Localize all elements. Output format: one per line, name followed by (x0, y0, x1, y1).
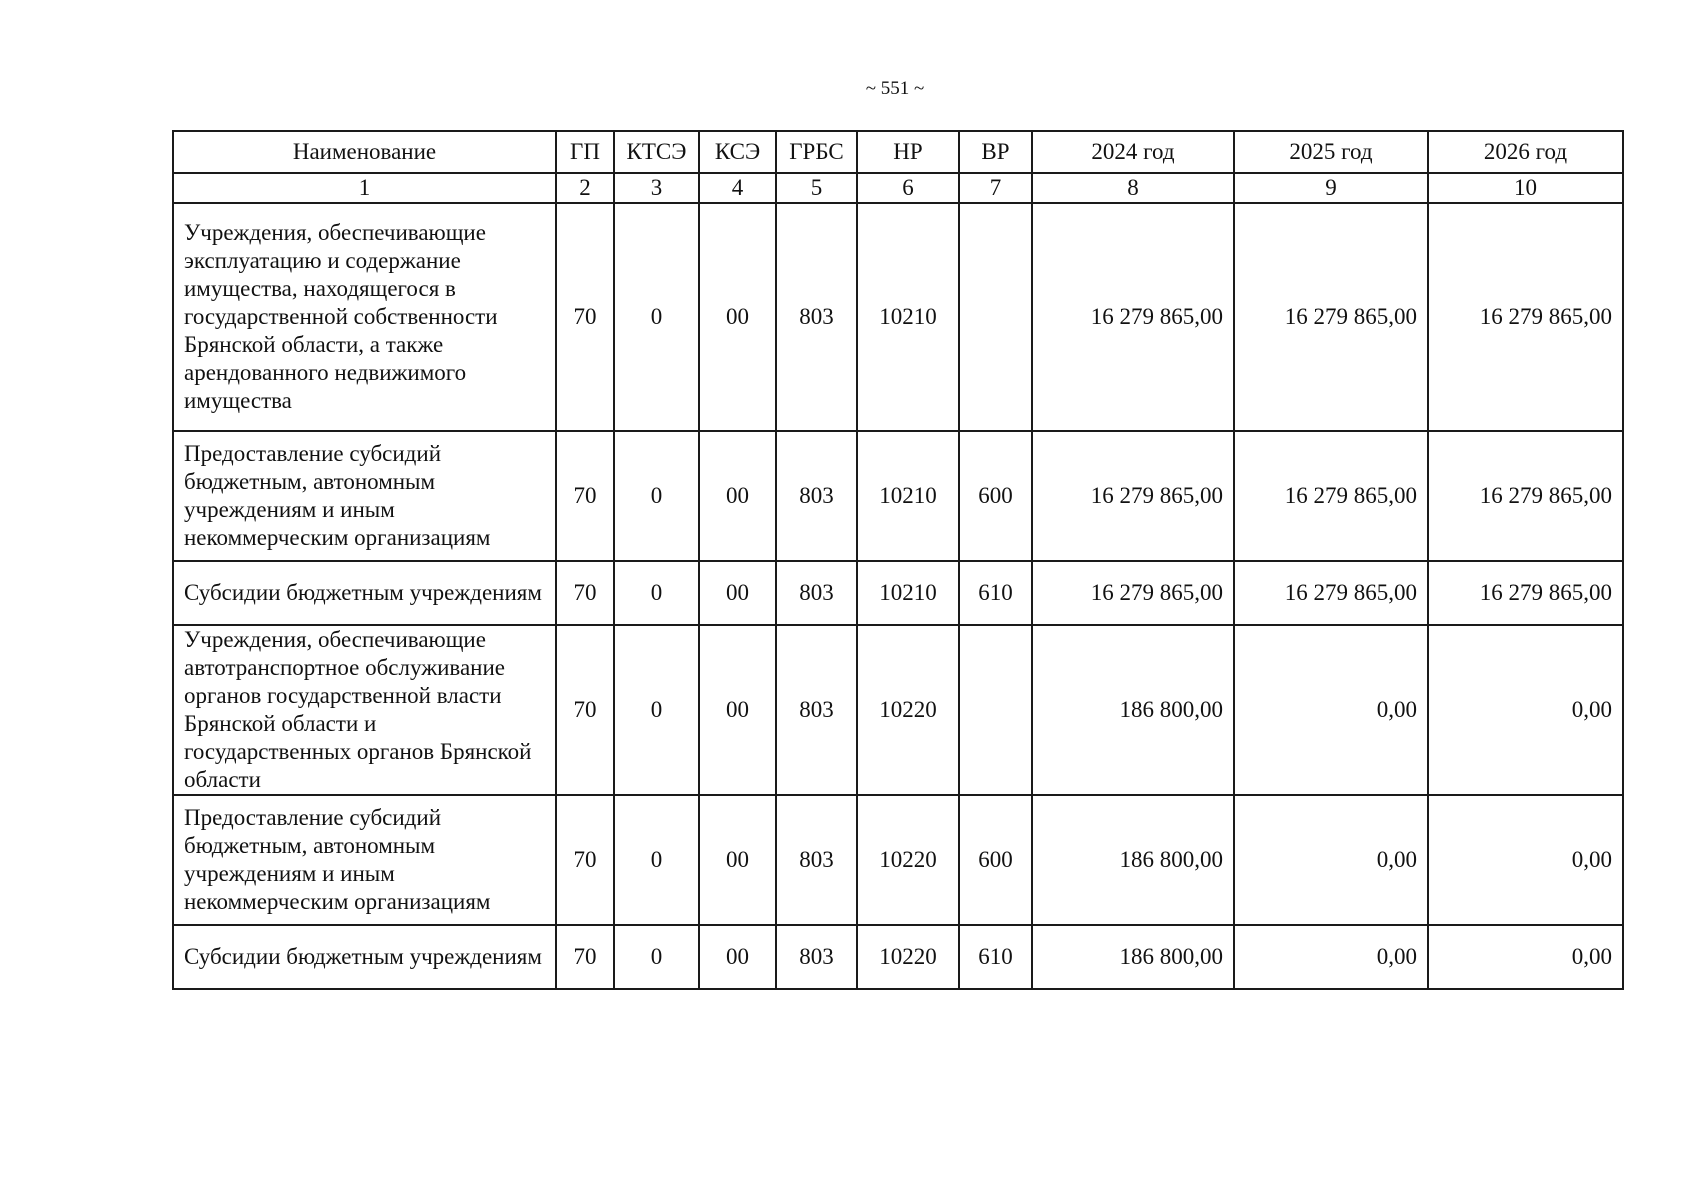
column-number: 4 (699, 173, 776, 203)
column-number: 9 (1234, 173, 1428, 203)
cell-grbs: 803 (776, 203, 857, 431)
column-number: 5 (776, 173, 857, 203)
cell-2025: 0,00 (1234, 795, 1428, 925)
cell-2024: 186 800,00 (1032, 925, 1234, 989)
cell-vr (959, 203, 1032, 431)
cell-2025: 0,00 (1234, 925, 1428, 989)
cell-gp: 70 (556, 203, 614, 431)
header-grbs: ГРБС (776, 131, 857, 173)
header-gp: ГП (556, 131, 614, 173)
cell-ktse: 0 (614, 561, 699, 625)
cell-2024: 16 279 865,00 (1032, 203, 1234, 431)
cell-2024: 186 800,00 (1032, 795, 1234, 925)
cell-nr: 10210 (857, 431, 959, 561)
column-number: 2 (556, 173, 614, 203)
cell-gp: 70 (556, 925, 614, 989)
cell-vr: 610 (959, 925, 1032, 989)
cell-grbs: 803 (776, 625, 857, 795)
row-name: Учреждения, обеспечивающие эксплуатацию и содержание имущества, находящегося в государственной собственности Брянской области, а также арендованного недвижимого имущества (173, 203, 556, 431)
cell-nr: 10210 (857, 561, 959, 625)
cell-vr: 600 (959, 431, 1032, 561)
cell-grbs: 803 (776, 925, 857, 989)
cell-ktse: 0 (614, 203, 699, 431)
row-name: Учреждения, обеспечивающие автотранспортное обслуживание органов государственной власти Брянской области и государственных органов Брянской области (173, 625, 556, 795)
table-row (173, 625, 1623, 795)
cell-vr: 600 (959, 795, 1032, 925)
table-row (173, 561, 1623, 625)
row-name: Субсидии бюджетным учреждениям (173, 561, 556, 625)
cell-grbs: 803 (776, 795, 857, 925)
header-2025: 2025 год (1234, 131, 1428, 173)
column-number: 3 (614, 173, 699, 203)
cell-2025: 16 279 865,00 (1234, 561, 1428, 625)
table-row (173, 431, 1623, 561)
header-nr: НР (857, 131, 959, 173)
cell-kse: 00 (699, 203, 776, 431)
budget-table (172, 130, 1624, 990)
cell-2026: 16 279 865,00 (1428, 431, 1623, 561)
cell-2025: 0,00 (1234, 625, 1428, 795)
header-2024: 2024 год (1032, 131, 1234, 173)
cell-2026: 0,00 (1428, 795, 1623, 925)
cell-nr: 10210 (857, 203, 959, 431)
cell-gp: 70 (556, 431, 614, 561)
cell-kse: 00 (699, 795, 776, 925)
row-name: Субсидии бюджетным учреждениям (173, 925, 556, 989)
column-number: 6 (857, 173, 959, 203)
table-row (173, 795, 1623, 925)
cell-2026: 0,00 (1428, 625, 1623, 795)
cell-grbs: 803 (776, 431, 857, 561)
cell-nr: 10220 (857, 925, 959, 989)
header-kse: КСЭ (699, 131, 776, 173)
cell-ktse: 0 (614, 795, 699, 925)
table-row (173, 925, 1623, 989)
cell-2025: 16 279 865,00 (1234, 203, 1428, 431)
column-number: 10 (1428, 173, 1623, 203)
column-number: 1 (173, 173, 556, 203)
cell-kse: 00 (699, 625, 776, 795)
cell-ktse: 0 (614, 625, 699, 795)
cell-kse: 00 (699, 561, 776, 625)
cell-gp: 70 (556, 561, 614, 625)
column-number: 8 (1032, 173, 1234, 203)
cell-kse: 00 (699, 925, 776, 989)
cell-2026: 16 279 865,00 (1428, 561, 1623, 625)
cell-gp: 70 (556, 625, 614, 795)
cell-ktse: 0 (614, 431, 699, 561)
cell-2026: 16 279 865,00 (1428, 203, 1623, 431)
header-2026: 2026 год (1428, 131, 1623, 173)
cell-gp: 70 (556, 795, 614, 925)
header-ktse: КТСЭ (614, 131, 699, 173)
row-name: Предоставление субсидий бюджетным, автономным учреждениям и иным некоммерческим организациям (173, 795, 556, 925)
cell-kse: 00 (699, 431, 776, 561)
cell-2024: 16 279 865,00 (1032, 561, 1234, 625)
table-header-row (173, 131, 1623, 173)
page-number: ~ 551 ~ (865, 78, 925, 99)
cell-2024: 16 279 865,00 (1032, 431, 1234, 561)
cell-grbs: 803 (776, 561, 857, 625)
cell-2026: 0,00 (1428, 925, 1623, 989)
cell-ktse: 0 (614, 925, 699, 989)
cell-2025: 16 279 865,00 (1234, 431, 1428, 561)
column-number-row (173, 173, 1623, 203)
cell-nr: 10220 (857, 625, 959, 795)
cell-vr (959, 625, 1032, 795)
cell-vr: 610 (959, 561, 1032, 625)
header-name: Наименование (173, 131, 556, 173)
header-vr: ВР (959, 131, 1032, 173)
column-number: 7 (959, 173, 1032, 203)
cell-2024: 186 800,00 (1032, 625, 1234, 795)
table-row (173, 203, 1623, 431)
row-name: Предоставление субсидий бюджетным, автономным учреждениям и иным некоммерческим организациям (173, 431, 556, 561)
cell-nr: 10220 (857, 795, 959, 925)
